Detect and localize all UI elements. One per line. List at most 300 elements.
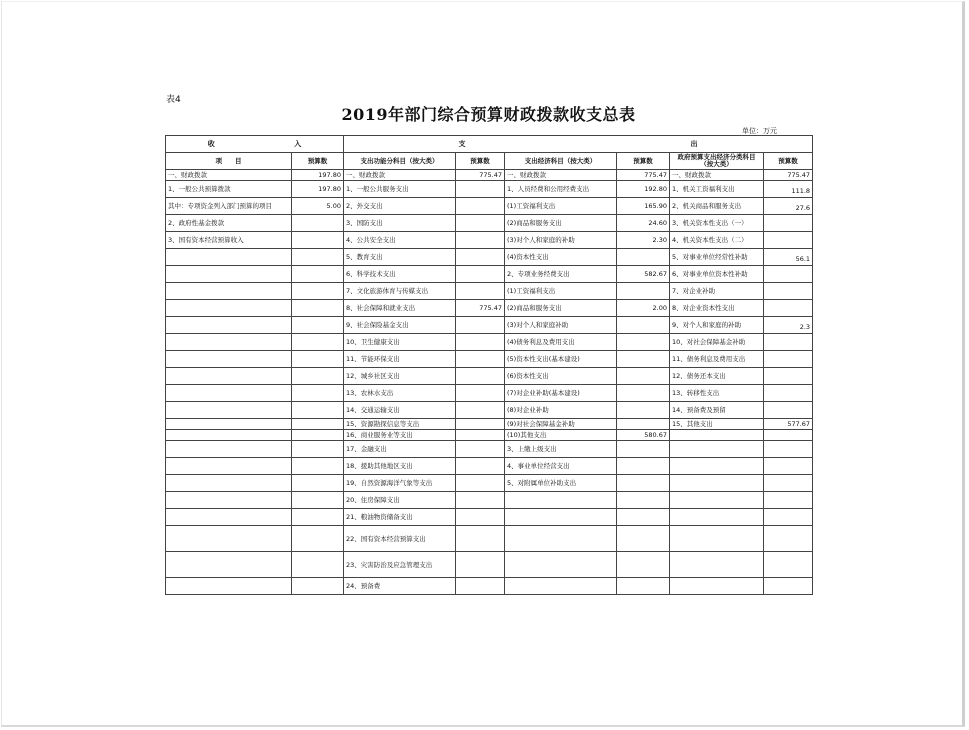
gov-econ-item: 12、债务还本支出 xyxy=(672,372,726,380)
income-budget-cell xyxy=(292,509,344,526)
col-header-gov-econ-category: 政府预算支出经济分类科目（按大类） xyxy=(670,153,764,170)
func-budget-cell xyxy=(456,249,505,266)
func-budget-cell xyxy=(456,552,505,578)
document-page xyxy=(1,1,965,727)
func-category-item: 5、教育支出 xyxy=(346,253,383,261)
econ-budget-cell xyxy=(617,198,670,215)
income-budget-cell xyxy=(292,170,344,181)
econ-budget-cell xyxy=(617,419,670,430)
func-category-item: 10、卫生健康支出 xyxy=(346,338,400,346)
income-item-cell xyxy=(166,283,292,300)
func-budget-cell xyxy=(456,198,505,215)
econ-budget-cell xyxy=(617,430,670,441)
gov-econ-item: 3、机关资本性支出（一） xyxy=(672,219,748,227)
econ-category-item: (3)对个人和家庭的补助 xyxy=(507,236,575,244)
func-category-item-cell xyxy=(344,578,456,595)
income-item: 3、国有资本经营预算收入 xyxy=(168,236,244,244)
func-category-item: 1、一般公共服务支出 xyxy=(346,185,409,193)
gov-econ-item: 2、机关商品和服务支出 xyxy=(672,202,742,210)
func-budget-cell xyxy=(456,430,505,441)
gov-econ-item-cell xyxy=(670,181,764,198)
gov-budget-cell xyxy=(764,351,813,368)
table-row xyxy=(166,283,813,300)
econ-category-item: (4)债务利息及费用支出 xyxy=(507,338,575,346)
func-category-item-cell xyxy=(344,475,456,492)
econ-category-item: 1、人员经费和公用经费支出 xyxy=(507,185,590,193)
income-budget-cell xyxy=(292,351,344,368)
econ-budget-cell xyxy=(617,181,670,198)
func-budget-cell xyxy=(456,441,505,458)
income-item-cell xyxy=(166,385,292,402)
gov-budget-cell xyxy=(764,578,813,595)
income-item-cell xyxy=(166,402,292,419)
econ-category-item-cell xyxy=(505,232,617,249)
gov-econ-item-cell xyxy=(670,430,764,441)
gov-econ-item: 15、其他支出 xyxy=(672,420,713,428)
gov-budget: 2.3 xyxy=(799,323,811,331)
func-budget-cell xyxy=(456,317,505,334)
econ-category-item: (5)资本性支出(基本建设) xyxy=(507,355,580,363)
table-row xyxy=(166,526,813,552)
econ-budget: 24.60 xyxy=(648,219,667,227)
func-budget-cell xyxy=(456,300,505,317)
gov-budget-cell xyxy=(764,552,813,578)
income-budget-cell xyxy=(292,232,344,249)
gov-econ-item: 11、债务利息及费用支出 xyxy=(672,355,746,363)
table-row xyxy=(166,492,813,509)
econ-category-item-cell xyxy=(505,475,617,492)
econ-budget: 580.67 xyxy=(644,431,667,439)
func-budget-cell xyxy=(456,266,505,283)
econ-category-item: (8)对企业补助 xyxy=(507,406,549,414)
income-item-cell xyxy=(166,170,292,181)
income-budget-cell xyxy=(292,441,344,458)
gov-econ-item: 7、对企业补助 xyxy=(672,287,716,295)
econ-category-item: 5、对附属单位补助支出 xyxy=(507,479,577,487)
gov-budget: 27.6 xyxy=(795,204,811,212)
gov-econ-item-cell xyxy=(670,317,764,334)
func-category-item-cell xyxy=(344,385,456,402)
econ-budget-cell xyxy=(617,578,670,595)
econ-budget-cell xyxy=(617,492,670,509)
income-item-cell xyxy=(166,419,292,430)
gov-budget: 56.1 xyxy=(795,255,811,263)
econ-category-item: 4、事业单位经营支出 xyxy=(507,462,570,470)
econ-category-item-cell xyxy=(505,334,617,351)
gov-econ-item-cell xyxy=(670,283,764,300)
gov-econ-item-cell xyxy=(670,526,764,552)
gov-budget-cell xyxy=(764,266,813,283)
econ-budget-cell xyxy=(617,215,670,232)
col-header-income-budget: 预算数 xyxy=(292,153,344,170)
econ-budget-cell xyxy=(617,526,670,552)
gov-econ-item-cell xyxy=(670,266,764,283)
table-row xyxy=(166,385,813,402)
col-header-gov-budget: 预算数 xyxy=(764,153,813,170)
income-item-cell xyxy=(166,441,292,458)
econ-budget: 165.90 xyxy=(644,202,667,210)
econ-category-item: (9)对社会保障基金补助 xyxy=(507,420,575,428)
func-category-item-cell xyxy=(344,266,456,283)
gov-budget-cell xyxy=(764,441,813,458)
expense-header-char-1: 支 xyxy=(458,140,466,148)
econ-category-item-cell xyxy=(505,419,617,430)
income-item: 2、政府性基金拨款 xyxy=(168,219,225,227)
econ-category-item-cell xyxy=(505,351,617,368)
gov-budget: 577.67 xyxy=(787,420,811,428)
econ-category-item-cell xyxy=(505,198,617,215)
func-category-item: 4、公共安全支出 xyxy=(346,236,396,244)
econ-category-item-cell xyxy=(505,430,617,441)
gov-econ-item-cell xyxy=(670,475,764,492)
econ-budget-cell xyxy=(617,170,670,181)
func-budget-cell xyxy=(456,385,505,402)
gov-econ-item-cell xyxy=(670,402,764,419)
func-category-item: 16、商业服务业等支出 xyxy=(346,431,413,439)
func-budget-cell xyxy=(456,334,505,351)
econ-category-item: (4)资本性支出 xyxy=(507,253,549,261)
func-category-item: 20、住房保障支出 xyxy=(346,496,400,504)
econ-category-item: 2、专项业务经费支出 xyxy=(507,270,570,278)
table-row xyxy=(166,300,813,317)
func-category-item-cell xyxy=(344,458,456,475)
func-budget-cell xyxy=(456,351,505,368)
func-category-item: 23、灾害防治及应急管理支出 xyxy=(346,560,433,569)
gov-econ-item-cell xyxy=(670,509,764,526)
income-budget-cell xyxy=(292,402,344,419)
func-category-item-cell xyxy=(344,351,456,368)
table-row xyxy=(166,402,813,419)
econ-category-item-cell xyxy=(505,300,617,317)
econ-category-item: (1)工资福利支出 xyxy=(507,287,556,295)
gov-budget-cell xyxy=(764,385,813,402)
table-row xyxy=(166,475,813,492)
func-budget-cell xyxy=(456,402,505,419)
econ-category-item-cell xyxy=(505,385,617,402)
gov-budget-cell xyxy=(764,170,813,181)
econ-budget-cell xyxy=(617,475,670,492)
income-header-char-2: 入 xyxy=(294,140,302,148)
table-row xyxy=(166,198,813,215)
table-row xyxy=(166,509,813,526)
econ-budget: 775.47 xyxy=(644,171,667,179)
econ-budget-cell xyxy=(617,249,670,266)
func-category-item-cell xyxy=(344,509,456,526)
income-item-cell xyxy=(166,492,292,509)
econ-category-item-cell xyxy=(505,266,617,283)
func-category-item-cell xyxy=(344,198,456,215)
table-row xyxy=(166,430,813,441)
income-item-cell xyxy=(166,215,292,232)
gov-econ-item: 13、转移性支出 xyxy=(672,389,720,397)
income-item-cell xyxy=(166,317,292,334)
econ-category-item-cell xyxy=(505,402,617,419)
econ-category-item: (3)对个人和家庭补助 xyxy=(507,321,569,329)
gov-budget-cell xyxy=(764,509,813,526)
table-row xyxy=(166,181,813,198)
func-category-item: 24、预备费 xyxy=(346,582,381,590)
income-budget-cell xyxy=(292,385,344,402)
func-category-item: 8、社会保障和就业支出 xyxy=(346,304,416,312)
gov-econ-item: 一、财政拨款 xyxy=(672,171,711,179)
econ-budget-cell xyxy=(617,368,670,385)
econ-budget: 192.80 xyxy=(644,185,667,193)
gov-econ-item: 6、对事业单位资本性补助 xyxy=(672,270,748,278)
gov-econ-item-cell xyxy=(670,441,764,458)
econ-budget-cell xyxy=(617,334,670,351)
unit-label: 单位：万元 xyxy=(742,127,777,135)
func-budget-cell xyxy=(456,578,505,595)
col-header-econ-budget: 预算数 xyxy=(617,153,670,170)
func-category-item: 17、金融支出 xyxy=(346,445,387,453)
income-item-cell xyxy=(166,526,292,552)
income-item-cell xyxy=(166,578,292,595)
func-category-item-cell xyxy=(344,249,456,266)
econ-budget: 582.67 xyxy=(644,270,667,278)
func-category-item-cell xyxy=(344,283,456,300)
econ-budget-cell xyxy=(617,552,670,578)
income-budget: 197.80 xyxy=(318,171,341,179)
income-budget-cell xyxy=(292,526,344,552)
gov-econ-item-cell xyxy=(670,198,764,215)
table-row xyxy=(166,458,813,475)
func-category-item: 15、资源勘探信息等支出 xyxy=(346,420,420,428)
func-budget-cell xyxy=(456,526,505,552)
income-item-cell xyxy=(166,334,292,351)
func-category-item-cell xyxy=(344,232,456,249)
func-budget-cell xyxy=(456,170,505,181)
gov-budget-cell xyxy=(764,430,813,441)
budget-table xyxy=(165,135,813,595)
func-budget-cell xyxy=(456,232,505,249)
gov-econ-item-cell xyxy=(670,492,764,509)
income-budget: 197.80 xyxy=(318,185,341,193)
func-category-item-cell xyxy=(344,300,456,317)
gov-budget-cell xyxy=(764,215,813,232)
econ-category-item: (6)资本性支出 xyxy=(507,372,549,380)
col-header-item: 项 目 xyxy=(166,153,292,170)
gov-budget-cell xyxy=(764,419,813,430)
econ-budget-cell xyxy=(617,351,670,368)
income-budget-cell xyxy=(292,215,344,232)
func-category-item: 11、节能环保支出 xyxy=(346,355,400,363)
func-budget-cell xyxy=(456,509,505,526)
income-item: 1、一般公共预算拨款 xyxy=(168,185,231,193)
table-row xyxy=(166,552,813,578)
income-budget-cell xyxy=(292,181,344,198)
gov-econ-item-cell xyxy=(670,232,764,249)
econ-category-item-cell xyxy=(505,492,617,509)
page-title: 2019年部门综合预算财政拨款收支总表 xyxy=(341,105,636,124)
column-header-row xyxy=(166,153,813,170)
gov-econ-item-cell xyxy=(670,215,764,232)
func-budget-cell xyxy=(456,458,505,475)
gov-econ-item-cell xyxy=(670,170,764,181)
econ-category-item: (7)对企业补助(基本建设) xyxy=(507,389,580,397)
table-row xyxy=(166,441,813,458)
func-category-item-cell xyxy=(344,419,456,430)
econ-budget: 2.30 xyxy=(652,236,667,244)
func-category-item-cell xyxy=(344,181,456,198)
income-item-cell xyxy=(166,475,292,492)
gov-econ-item: 8、对企业资本性支出 xyxy=(672,304,735,312)
gov-econ-item: 14、预备费及预留 xyxy=(672,406,726,414)
gov-budget: 111.8 xyxy=(791,187,811,195)
table-row xyxy=(166,232,813,249)
income-item-cell xyxy=(166,458,292,475)
func-category-item-cell xyxy=(344,430,456,441)
func-category-item: 一、财政拨款 xyxy=(346,171,385,179)
table-row xyxy=(166,578,813,595)
income-budget-cell xyxy=(292,334,344,351)
econ-category-item-cell xyxy=(505,170,617,181)
income-item-cell xyxy=(166,351,292,368)
econ-budget-cell xyxy=(617,317,670,334)
econ-category-item-cell xyxy=(505,509,617,526)
gov-econ-item: 1、机关工资福利支出 xyxy=(672,185,735,193)
func-category-item-cell xyxy=(344,317,456,334)
econ-category-item-cell xyxy=(505,552,617,578)
gov-econ-item-cell xyxy=(670,351,764,368)
gov-budget-cell xyxy=(764,317,813,334)
func-budget-cell xyxy=(456,419,505,430)
func-category-item-cell xyxy=(344,368,456,385)
income-budget-cell xyxy=(292,317,344,334)
gov-econ-item-cell xyxy=(670,385,764,402)
econ-category-item-cell xyxy=(505,578,617,595)
econ-category-item-cell xyxy=(505,249,617,266)
func-budget-cell xyxy=(456,215,505,232)
table-row xyxy=(166,266,813,283)
func-category-item-cell xyxy=(344,215,456,232)
econ-category-item: (1)工资福利支出 xyxy=(507,202,556,210)
func-category-item: 14、交通运输支出 xyxy=(346,406,400,414)
econ-category-item: 一、财政拨款 xyxy=(507,171,546,179)
expense-header-char-2: 出 xyxy=(690,140,698,148)
gov-econ-item-cell xyxy=(670,368,764,385)
gov-econ-item: 9、对个人和家庭的补助 xyxy=(672,321,742,329)
income-item: 其中：专项资金列入部门预算的项目 xyxy=(168,202,272,210)
income-budget-cell xyxy=(292,552,344,578)
income-item-cell xyxy=(166,552,292,578)
income-item-cell xyxy=(166,509,292,526)
gov-econ-item-cell xyxy=(670,419,764,430)
income-budget-cell xyxy=(292,458,344,475)
gov-econ-item: 10、对社会保障基金补助 xyxy=(672,338,746,346)
gov-econ-item-cell xyxy=(670,458,764,475)
econ-category-item: 3、上缴上级支出 xyxy=(507,445,557,453)
func-category-item: 12、城乡社区支出 xyxy=(346,372,400,380)
econ-category-item-cell xyxy=(505,526,617,552)
gov-budget-cell xyxy=(764,232,813,249)
gov-budget-cell xyxy=(764,458,813,475)
income-item-cell xyxy=(166,300,292,317)
gov-budget-cell xyxy=(764,368,813,385)
gov-budget-cell xyxy=(764,249,813,266)
func-budget: 775.47 xyxy=(479,304,502,312)
func-category-item: 6、科学技术支出 xyxy=(346,270,396,278)
func-category-item-cell xyxy=(344,492,456,509)
econ-budget-cell xyxy=(617,458,670,475)
func-category-item: 9、社会保险基金支出 xyxy=(346,321,409,329)
table-row xyxy=(166,334,813,351)
income-item-cell xyxy=(166,181,292,198)
income-budget-cell xyxy=(292,430,344,441)
table-row xyxy=(166,170,813,181)
func-category-item: 13、农林水支出 xyxy=(346,389,394,397)
econ-category-item: (10)其他支出 xyxy=(507,431,547,439)
income-header-char-1: 收 xyxy=(207,140,215,148)
income-budget-cell xyxy=(292,198,344,215)
income-item: 一、财政拨款 xyxy=(168,171,207,179)
income-item-cell xyxy=(166,249,292,266)
income-budget-cell xyxy=(292,300,344,317)
econ-budget: 2.00 xyxy=(652,304,667,312)
income-budget-cell xyxy=(292,283,344,300)
income-item-cell xyxy=(166,368,292,385)
table-row xyxy=(166,368,813,385)
econ-category-item-cell xyxy=(505,215,617,232)
func-category-item: 21、粮油物资储备支出 xyxy=(346,513,413,521)
func-category-item-cell xyxy=(344,334,456,351)
gov-econ-item: 5、对事业单位经常性补助 xyxy=(672,253,748,261)
table-row xyxy=(166,419,813,430)
income-budget-cell xyxy=(292,578,344,595)
func-budget: 775.47 xyxy=(479,171,502,179)
gov-budget: 775.47 xyxy=(787,171,811,179)
income-item-cell xyxy=(166,266,292,283)
econ-category-item-cell xyxy=(505,283,617,300)
func-budget-cell xyxy=(456,492,505,509)
econ-category-item-cell xyxy=(505,317,617,334)
income-budget: 5.00 xyxy=(326,202,341,210)
income-budget-cell xyxy=(292,419,344,430)
gov-budget-cell xyxy=(764,334,813,351)
income-item-cell xyxy=(166,232,292,249)
econ-category-item: (2)商品和服务支出 xyxy=(507,219,562,227)
func-category-item-cell xyxy=(344,552,456,578)
gov-budget-cell xyxy=(764,526,813,552)
gov-econ-item: 4、机关资本性支出（二） xyxy=(672,236,748,244)
income-item-cell xyxy=(166,198,292,215)
gov-econ-item-cell xyxy=(670,552,764,578)
income-budget-cell xyxy=(292,266,344,283)
col-header-func-category: 支出功能分科目（按大类） xyxy=(344,153,456,170)
econ-budget-cell xyxy=(617,232,670,249)
gov-budget-cell xyxy=(764,475,813,492)
col-header-func-budget: 预算数 xyxy=(456,153,505,170)
income-budget-cell xyxy=(292,249,344,266)
func-category-item-cell xyxy=(344,170,456,181)
func-category-item: 7、文化旅游体育与传媒支出 xyxy=(346,287,429,295)
func-category-item: 22、国有资本经营预算支出 xyxy=(346,534,426,543)
func-category-item: 2、外交支出 xyxy=(346,202,383,210)
gov-budget-cell xyxy=(764,402,813,419)
gov-econ-item-cell xyxy=(670,334,764,351)
table-row xyxy=(166,317,813,334)
func-budget-cell xyxy=(456,181,505,198)
econ-budget-cell xyxy=(617,441,670,458)
income-item-cell xyxy=(166,430,292,441)
table-row xyxy=(166,249,813,266)
gov-budget-cell xyxy=(764,300,813,317)
func-category-item-cell xyxy=(344,441,456,458)
econ-budget-cell xyxy=(617,385,670,402)
gov-budget-cell xyxy=(764,492,813,509)
income-budget-cell xyxy=(292,368,344,385)
func-budget-cell xyxy=(456,475,505,492)
expense-section-header xyxy=(344,136,813,153)
